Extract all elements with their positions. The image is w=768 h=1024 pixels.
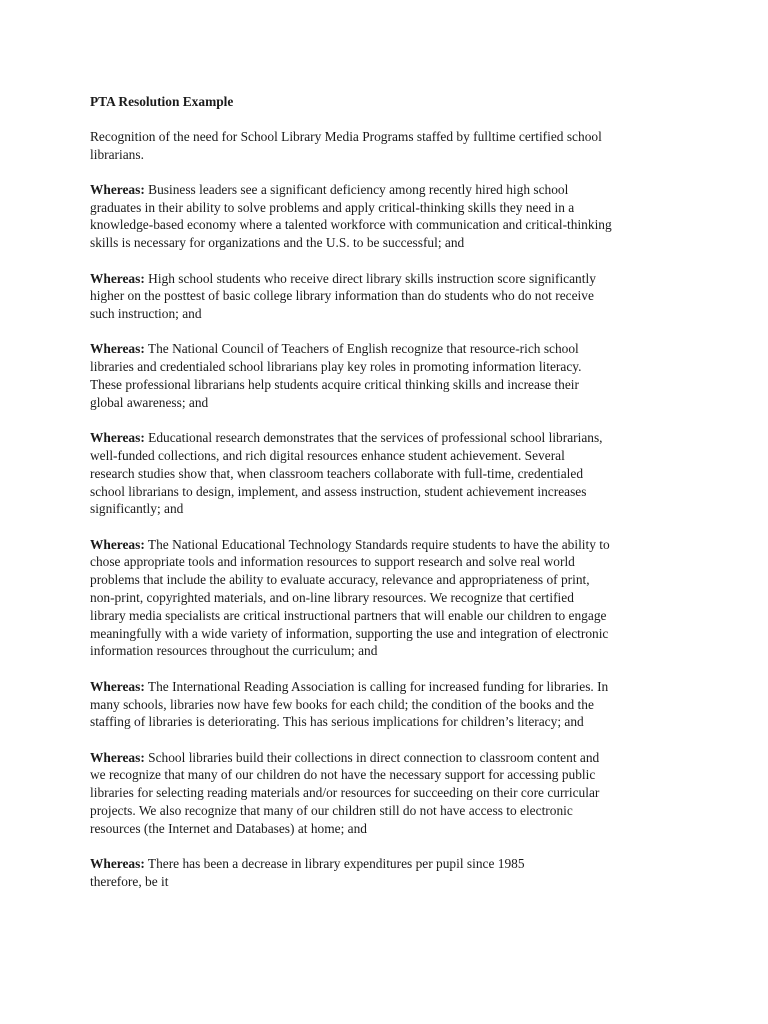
paragraph-text: Business leaders see a significant deficiency among recently hired high school [144,181,569,197]
paragraph-line: skills is necessary for organizations and the U.S. to be successful; and [90,235,465,251]
paragraph-line [90,270,686,288]
paragraph-line: significantly; and [90,501,184,517]
paragraph-line: projects. We also recognize that many of our children still do not have access to electronic [90,803,573,818]
paragraph-text: The National Educational Technology Standards require students to have the ability to [144,536,610,552]
intro-paragraph [90,128,686,164]
whereas-paragraph-3 [90,340,686,411]
paragraph-line [90,749,686,767]
paragraph-line: we recognize that many of our children do not have the necessary support for accessing public [90,767,596,783]
paragraph-line: information resources throughout the curriculum; and [90,643,378,659]
whereas-label: Whereas: [90,341,145,357]
paragraph-line [90,678,686,696]
paragraph-line: graduates in their ability to solve problems and apply critical-thinking skills they need in a [90,199,575,215]
paragraph-line: such instruction; and [90,306,202,322]
paragraph-text: The National Council of Teachers of English recognize that resource-rich school [144,341,579,357]
paragraph-line: knowledge-based economy where a talented workforce with communication and critical-thinking [90,217,612,233]
paragraph-text: Educational research demonstrates that the services of professional school librarians, [144,430,603,446]
whereas-label: Whereas: [90,678,145,694]
whereas-label: Whereas: [90,856,145,872]
paragraph-line: global awareness; and [90,394,209,410]
whereas-paragraph-8 [90,855,686,891]
paragraph-line: staffing of libraries is deteriorating. This has serious implications for children’s literacy; and [90,714,584,730]
whereas-paragraph-5 [90,536,686,661]
intro-line: librarians. [90,146,144,162]
paragraph-text: The International Reading Association is calling for increased funding for libraries. In [144,678,609,694]
whereas-paragraph-4 [90,429,686,518]
paragraph-line: These professional librarians help students acquire critical thinking skills and increase their [90,377,579,393]
intro-line: Recognition of the need for School Library Media Programs staffed by fulltime certified school [90,128,602,144]
paragraph-line [90,855,686,873]
paragraph-text: School libraries build their collections in direct connection to classroom content and [144,749,600,765]
paragraph-line: well-funded collections, and rich digital resources enhance student achievement. Several [90,447,565,463]
paragraph-text: High school students who receive direct library skills instruction score significantly [144,270,596,286]
paragraph-line: chose appropriate tools and information resources to support research and solve real world [90,554,575,570]
whereas-paragraph-2 [90,270,686,323]
paragraph-line: libraries and credentialed school librarians play key roles in promoting information literacy. [90,359,582,375]
whereas-label: Whereas: [90,536,145,552]
paragraph-line: libraries for selecting reading materials and/or resources for succeeding on their core curricular [90,785,600,801]
paragraph-line: library media specialists are critical instructional partners that will enable our children to engage [90,607,607,623]
paragraph-line [90,181,686,199]
whereas-label: Whereas: [90,181,145,197]
paragraph-line: research studies show that, when classroom teachers collaborate with full-time, credentialed [90,465,584,481]
paragraph-line: therefore, be it [90,873,169,889]
paragraph-line: meaningfully with a wide variety of information, supporting the use and integration of electronic [90,625,609,641]
paragraph-line [90,340,686,358]
paragraph-line: non-print, copyrighted materials, and on-line library resources. We recognize that certified [90,590,574,606]
paragraph-line: problems that include the ability to evaluate accuracy, relevance and appropriateness of print, [90,572,590,588]
whereas-paragraph-7 [90,749,686,838]
paragraph-text: There has been a decrease in library expenditures per pupil since 1985 [144,856,525,872]
whereas-paragraph-6 [90,678,686,731]
whereas-label: Whereas: [90,430,145,446]
paragraph-line [90,429,686,447]
document-page [90,93,686,908]
paragraph-line: many schools, libraries now have few books for each child; the condition of the books and the [90,696,594,712]
whereas-label: Whereas: [90,270,145,286]
document-title: PTA Resolution Example [90,94,234,109]
paragraph-line: school librarians to design, implement, and assess instruction, student achievement increases [90,483,587,499]
paragraph-line: higher on the posttest of basic college library information than do students who do not receive [90,288,594,304]
paragraph-line: resources (the Internet and Databases) at home; and [90,820,367,836]
paragraph-line [90,536,686,554]
whereas-paragraph-1 [90,181,686,252]
whereas-label: Whereas: [90,749,145,765]
